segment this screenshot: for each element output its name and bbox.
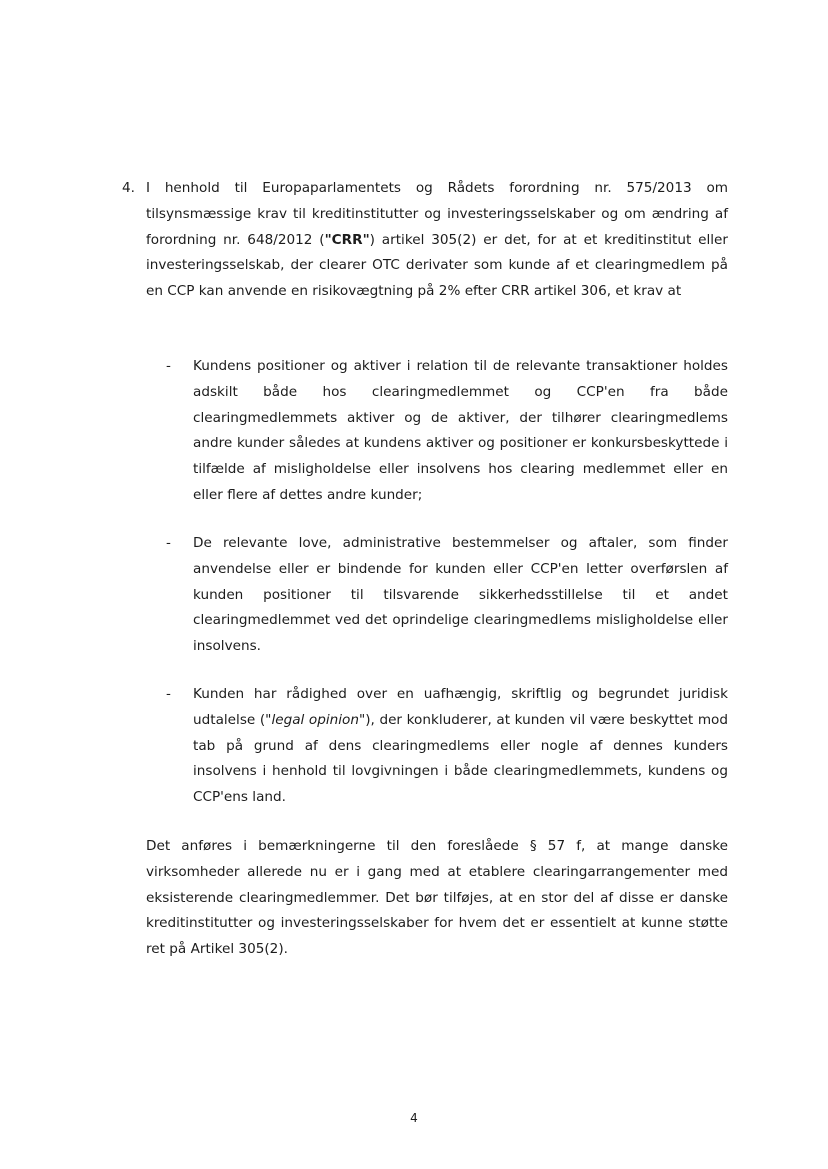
bullet-dash: - — [166, 535, 171, 551]
bullet-dash: - — [166, 686, 171, 702]
requirement-bullet-2 — [166, 531, 728, 660]
paragraph-number: 4. — [122, 180, 135, 196]
paragraph-text-end: ) artikel 305(2) er det, for at et kreditinstitut eller investeringsselskab, der clearer OTC derivater som kunde af et clearingmedlem på en CCP kan anvende en risikovægtning på 2% efter CRR artikel 306, et krav at — [146, 231, 728, 300]
closing-paragraph: Det anføres i bemærkningerne til den foreslåede § 57 f, at mange danske virksomheder allerede nu er i gang med at etablere clearingarrangementer med eksisterende clearingmedlemmer. Det bør tilføjes, at en stor del af disse er danske kreditinstitutter og investeringsselskaber for hvem det er essentielt at kunne støtte ret på Artikel 305(2). — [146, 838, 728, 958]
bullet-text: Kundens positioner og aktiver i relation til de relevante transaktioner holdes adskilt både hos clearingmedlemmet og CCP'en fra både clearingmedlemmets aktiver og de aktiver, der tilhører clearingmedlems andre kunder således at kundens aktiver og positioner er konkursbeskyttede i tilfælde af misligholdelse eller insolvens hos clearing medlemmet eller en eller flere af dettes andre kunder; — [193, 358, 728, 503]
bullet-text-start: Kunden har rådighed over en uafhængig, skriftlig og begrundet juridisk udtalelse (" — [193, 686, 728, 728]
crr-defined-term: "CRR" — [324, 231, 370, 248]
bullet-text: De relevante love, administrative bestemmelser og aftaler, som finder anvendelse eller er bindende for kunden eller CCP'en letter overførslen af kunden positioner til tilsvarende sikkerhedsstillelse til et andet clearingmedlemmet ved det oprindelige clearingmedlems misligholdelse eller insolvens. — [193, 535, 728, 655]
requirement-bullet-3 — [166, 682, 728, 811]
bullet-dash: - — [166, 358, 171, 374]
paragraph-body — [146, 176, 728, 305]
legal-opinion-term: legal opinion — [271, 711, 359, 728]
requirement-bullet-1 — [166, 354, 728, 509]
bullet-text-end: "), der konkluderer, at kunden vil være beskyttet mod tab på grund af dens clearingmedlems eller nogle af dennes kunders insolvens i henhold til lovgivningen i både clearingmedlemmets, kundens og CCP'ens land. — [193, 711, 729, 806]
bullet-text — [193, 682, 728, 811]
page-number: 4 — [410, 1111, 418, 1125]
numbered-paragraph-4 — [122, 176, 728, 305]
paragraph-text-start: I henhold til Europaparlamentets og Rådets forordning nr. 575/2013 om tilsynsmæssige krav til kreditinstitutter og investeringsselskaber og om ændring af forordning nr. 648/2012 ( — [146, 180, 728, 248]
